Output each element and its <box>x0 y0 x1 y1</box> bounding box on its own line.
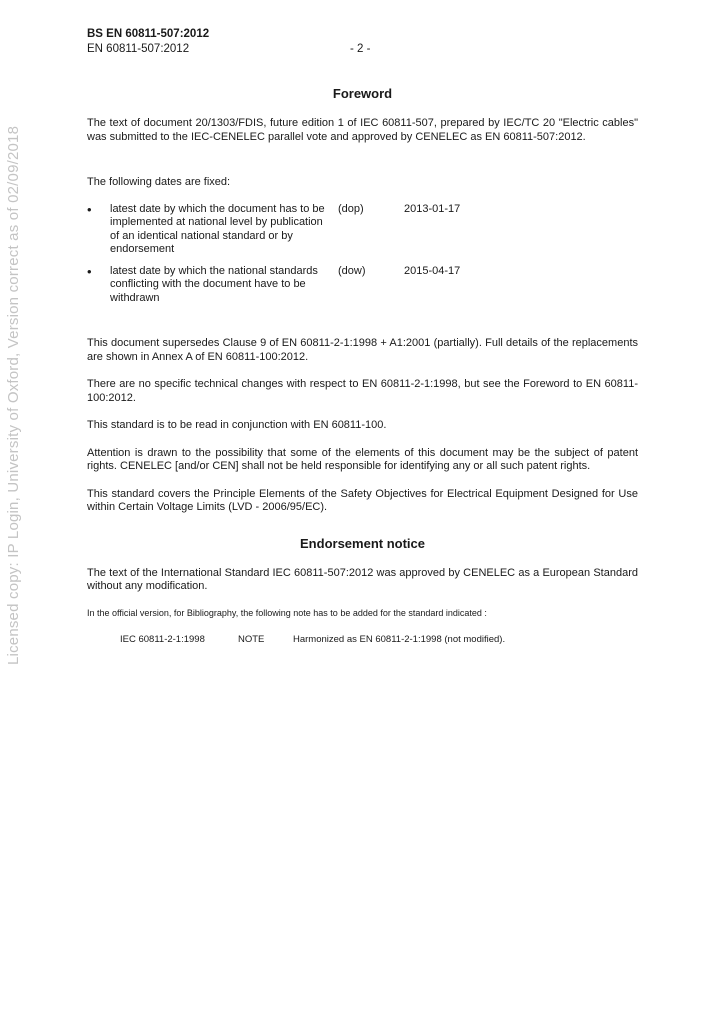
conjunction-paragraph: This standard is to be read in conjunction with EN 60811-100. <box>87 419 387 431</box>
header-bs-number: BS EN 60811-507:2012 <box>87 28 210 40</box>
date-row-dow <box>87 265 638 306</box>
dates-list <box>87 203 638 306</box>
license-watermark: Licensed copy: IP Login, University of Oxford, Version correct as of 02/09/2018 <box>5 125 22 665</box>
header-row <box>87 42 647 57</box>
endorsement-text: The text of the International Standard IEC 60811-507:2012 was approved by CENELEC as a European Standard without any modification. <box>87 566 638 592</box>
date-abbreviation: (dow) <box>338 264 366 277</box>
foreword-intro: The text of document 20/1303/FDIS, future edition 1 of IEC 60811-507, prepared by IEC/TC 20 "Electric cables" was submitted to the IEC-CENELEC parallel vote and approved by CENELEC as EN 60811-507:2012. <box>87 117 638 143</box>
date-row-dop <box>87 203 638 257</box>
page-number: - 2 - <box>350 43 371 55</box>
foreword-title: Foreword <box>332 86 393 101</box>
date-value: 2013-01-17 <box>404 202 461 215</box>
bullet: • <box>87 201 92 217</box>
bullet: • <box>87 263 92 279</box>
lvd-paragraph: This standard covers the Principle Elements of the Safety Objectives for Electrical Equipment Designed for Use within Certain Voltage Limits (LVD - 2006/95/EC). <box>87 487 638 513</box>
note-reference: IEC 60811-2-1:1998 <box>120 633 205 645</box>
bibliography-note-row <box>87 633 638 647</box>
date-description: latest date by which the national standards conflicting with the document have to be withdrawn <box>110 264 318 304</box>
note-label: NOTE <box>238 633 265 645</box>
bibliography-note: In the official version, for Bibliography, the following note has to be added for the standard indicated : <box>87 607 487 618</box>
technical-changes-paragraph: There are no specific technical changes with respect to EN 60811-2-1:1998, but see the Foreword to EN 60811-100:2012. <box>87 378 638 404</box>
date-description: latest date by which the document has to be implemented at national level by publication of an identical national standard or by endorsement <box>110 202 325 255</box>
endorsement-title: Endorsement notice <box>300 535 425 551</box>
supersedes-paragraph: This document supersedes Clause 9 of EN 60811-2-1:1998 + A1:2001 (partially). Full details of the replacements are shown in Annex A of EN 60811-100:2012. <box>87 337 638 363</box>
date-abbreviation: (dop) <box>338 202 364 215</box>
patent-paragraph: Attention is drawn to the possibility that some of the elements of this document may be the subject of patent rights. CENELEC [and/or CEN] shall not be held responsible for identifying any or all such patent rights. <box>87 446 638 472</box>
note-text: Harmonized as EN 60811-2-1:1998 (not modified). <box>293 633 506 645</box>
page-content <box>87 84 638 647</box>
date-value: 2015-04-17 <box>404 264 461 277</box>
dates-intro: The following dates are fixed: <box>87 176 231 188</box>
header-en-number: EN 60811-507:2012 <box>87 43 190 55</box>
page-header <box>87 27 647 57</box>
